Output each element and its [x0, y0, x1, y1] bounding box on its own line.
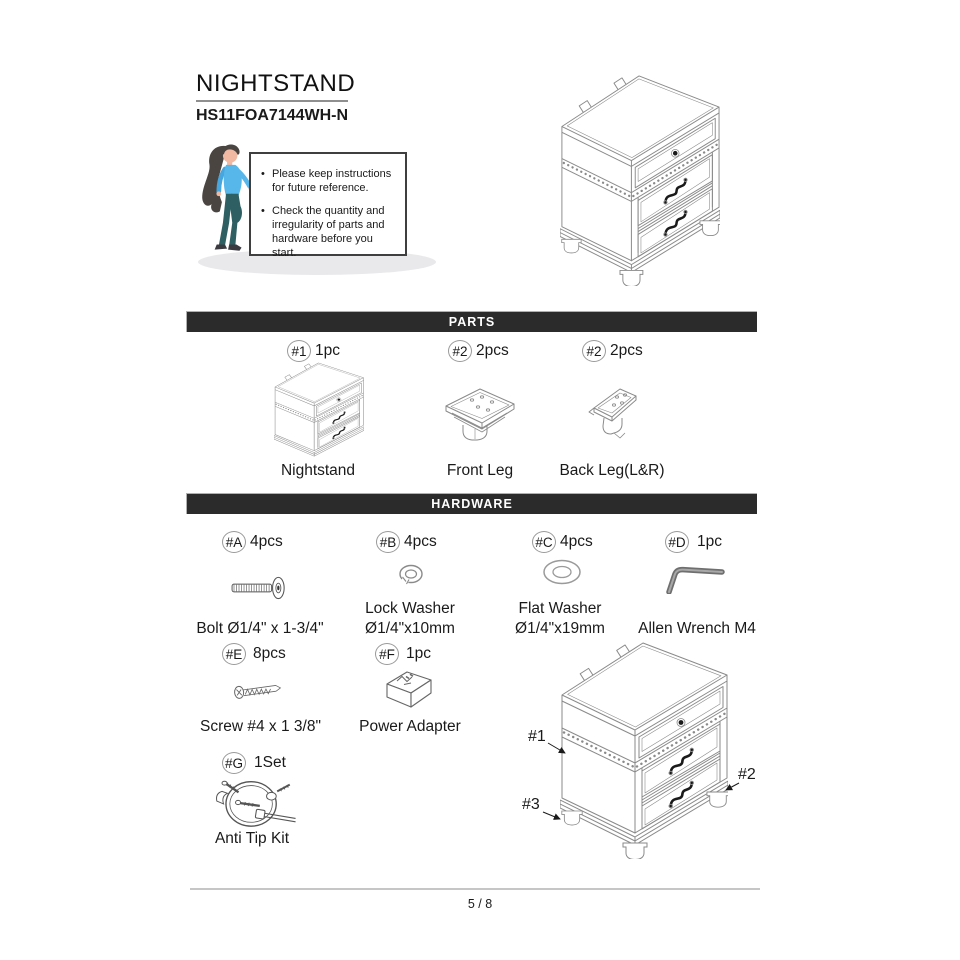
- part-2-name: Front Leg: [446, 462, 514, 479]
- hardware-b-qty: 4pcs: [404, 533, 437, 550]
- nightstand-drawing: [560, 74, 720, 286]
- hardware-d-name: Allen Wrench M4: [638, 620, 756, 637]
- part-2-id: [448, 340, 509, 362]
- part-3-qty: 2pcs: [610, 342, 643, 359]
- hardware-b-badge: #B: [376, 531, 400, 553]
- callout-2: #2: [738, 766, 756, 783]
- hardware-c-qty: 4pcs: [560, 533, 593, 550]
- assembly-diagram: [520, 640, 768, 870]
- woman-illustration: [196, 140, 254, 260]
- parts-section-bar: PARTS: [186, 311, 757, 332]
- hardware-f-id: [375, 643, 431, 665]
- hardware-a-qty: 4pcs: [250, 533, 283, 550]
- flat-washer-icon: [541, 558, 583, 587]
- instruction-box: [249, 152, 407, 259]
- hardware-b-name-line1: Lock Washer: [365, 600, 455, 617]
- footer-divider: [190, 888, 760, 890]
- anti-tip-kit-icon: [209, 773, 299, 831]
- hardware-f-qty: 1pc: [406, 645, 431, 662]
- title-underline: [196, 100, 348, 102]
- lock-washer-icon: [395, 562, 427, 588]
- hardware-c-id: [532, 531, 593, 553]
- hardware-a-name: Bolt Ø1/4" x 1-3/4": [196, 620, 324, 637]
- hardware-e-badge: #E: [222, 643, 246, 665]
- hardware-e-id: [222, 643, 286, 665]
- hardware-g-qty: 1Set: [254, 754, 286, 771]
- hardware-e-qty: 8pcs: [253, 645, 286, 662]
- hardware-d-badge: #D: [665, 531, 689, 553]
- hardware-section-bar: HARDWARE: [186, 493, 757, 514]
- hardware-g-id: [222, 752, 286, 774]
- hardware-g-badge: #G: [222, 752, 246, 774]
- page-title: NIGHTSTAND: [196, 70, 356, 97]
- hardware-c-name-line1: Flat Washer: [518, 600, 602, 617]
- instruction-bullet-2: • Check the quantity and irregularity of parts and hardware before you start.: [261, 204, 399, 260]
- hardware-c-badge: #C: [532, 531, 556, 553]
- part-3-badge: #2: [582, 340, 606, 362]
- hardware-f-badge: #F: [375, 643, 399, 665]
- part-3-id: [582, 340, 643, 362]
- hardware-d-id: [665, 531, 722, 553]
- part-back-leg-drawing: [584, 384, 642, 446]
- part-1-qty: 1pc: [315, 342, 340, 359]
- allen-wrench-icon: [663, 566, 727, 594]
- hardware-g-name: Anti Tip Kit: [214, 830, 290, 847]
- hardware-a-id: [222, 531, 283, 553]
- hardware-f-name: Power Adapter: [359, 718, 461, 735]
- callout-1: #1: [528, 728, 546, 745]
- part-1-badge: #1: [287, 340, 311, 362]
- page-number: 5 / 8: [467, 897, 493, 911]
- part-1-name: Nightstand: [280, 462, 356, 479]
- hardware-c-name-line2: Ø1/4"x19mm: [515, 620, 605, 637]
- model-number: HS11FOA7144WH-N: [196, 107, 349, 124]
- part-nightstand-drawing: [274, 362, 364, 459]
- hardware-b-name-line2: Ø1/4"x10mm: [365, 620, 455, 637]
- bolt-icon: [228, 574, 294, 601]
- part-2-badge: #2: [448, 340, 472, 362]
- callout-arrows: [520, 640, 768, 870]
- part-front-leg-drawing: [442, 385, 518, 447]
- hardware-b-id: [376, 531, 437, 553]
- hardware-d-qty: 1pc: [697, 533, 722, 550]
- part-2-qty: 2pcs: [476, 342, 509, 359]
- instruction-bullet-1: • Please keep instructions for future reference.: [261, 167, 399, 195]
- part-3-name: Back Leg(L&R): [559, 462, 665, 479]
- callout-3: #3: [522, 796, 540, 813]
- power-adapter-icon: [383, 667, 435, 711]
- screw-icon: [233, 680, 285, 700]
- hardware-e-name: Screw #4 x 1 3/8": [200, 718, 321, 735]
- part-1-id: [287, 340, 340, 362]
- hardware-a-badge: #A: [222, 531, 246, 553]
